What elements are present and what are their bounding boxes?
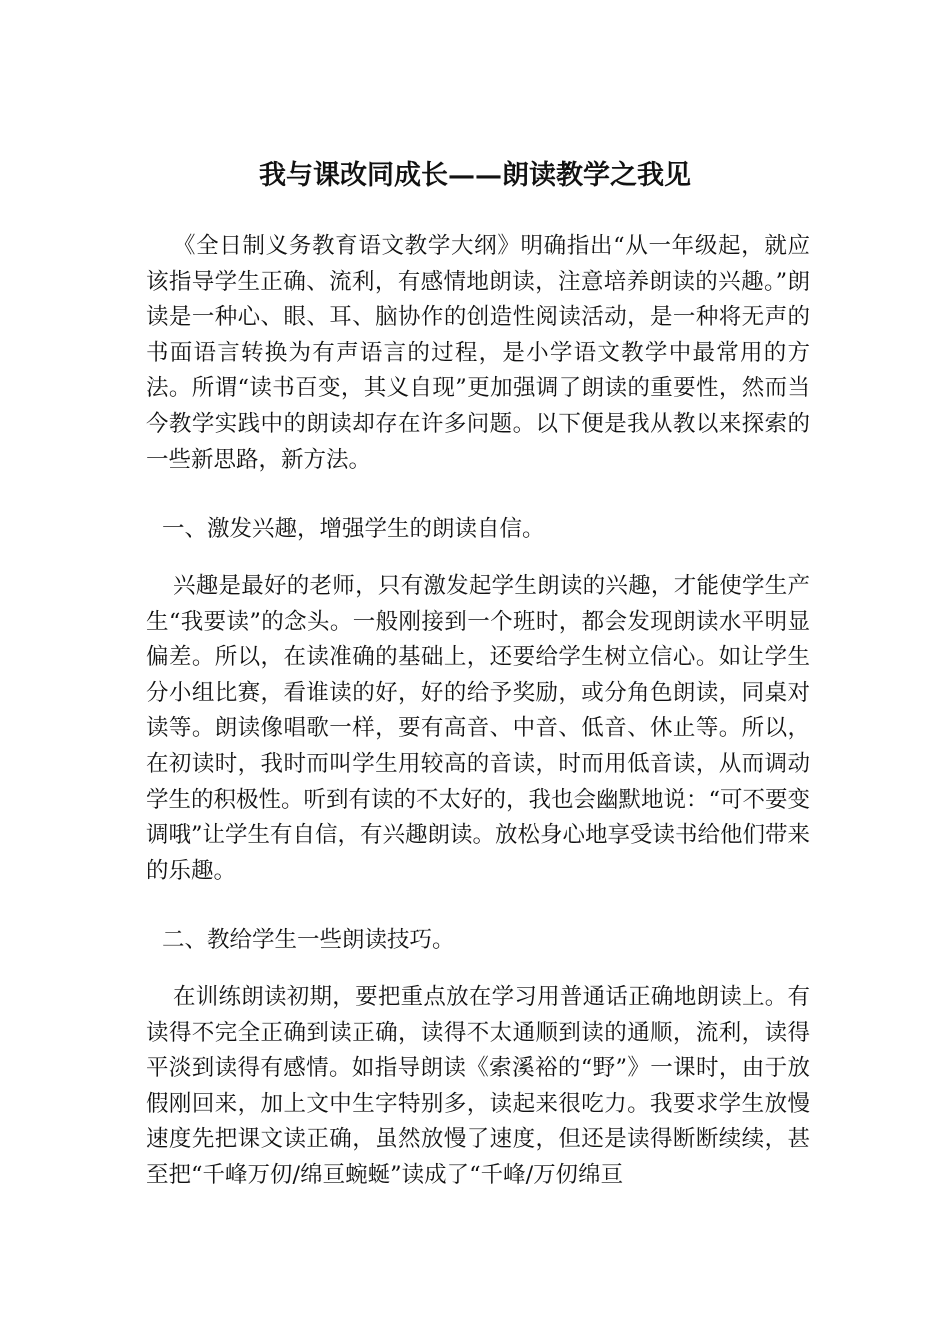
body-paragraph: 在训练朗读初期，要把重点放在学习用普通话正确地朗读上。有读得不完全正确到读正确，读得不太通顺到读的通顺，流利，读得平淡到读得有感情。如指导朗读《索溪裕的“野”》一课时，由于放假刚回来，加上文中生字特别多，读起来很吃力。我要求学生放慢速度先把课文读正确，虽然放慢了速度，但还是读得断断续续，甚至把“千峰万仞/绵亘蜿蜒”读成了“千峰/万仞绵亘 <box>146 984 810 1188</box>
document-title: 我与课改同成长——朗读教学之我见 <box>259 160 691 191</box>
section-heading: 一、激发兴趣，增强学生的朗读自信。 <box>162 516 545 542</box>
section-heading: 二、教给学生一些朗读技巧。 <box>162 927 455 953</box>
body-paragraph: 《全日制义务教育语文教学大纲》明确指出“从一年级起，就应该指导学生正确、流利，有感情地朗读，注意培养朗读的兴趣。”朗读是一种心、眼、耳、脑协作的创造性阅读活动，是一种将无声的书面语言转换为有声语言的过程，是小学语文教学中最常用的方法。所谓“读书百变，其义自现”更加强调了朗读的重要性，然而当今教学实践中的朗读却存在许多问题。以下便是我从教以来探索的一些新思路，新方法。 <box>146 233 810 473</box>
body-paragraph: 兴趣是最好的老师，只有激发起学生朗读的兴趣，才能使学生产生“我要读”的念头。一般刚接到一个班时，都会发现朗读水平明显偏差。所以，在读准确的基础上，还要给学生树立信心。如让学生分小组比赛，看谁读的好，好的给予奖励，或分角色朗读，同桌对读等。朗读像唱歌一样，要有高音、中音、低音、休止等。所以，在初读时，我时而叫学生用较高的音读，时而用低音读，从而调动学生的积极性。听到有读的不太好的，我也会幽默地说：“可不要变调哦”让学生有自信，有兴趣朗读。放松身心地享受读书给他们带来的乐趣。 <box>146 573 811 884</box>
